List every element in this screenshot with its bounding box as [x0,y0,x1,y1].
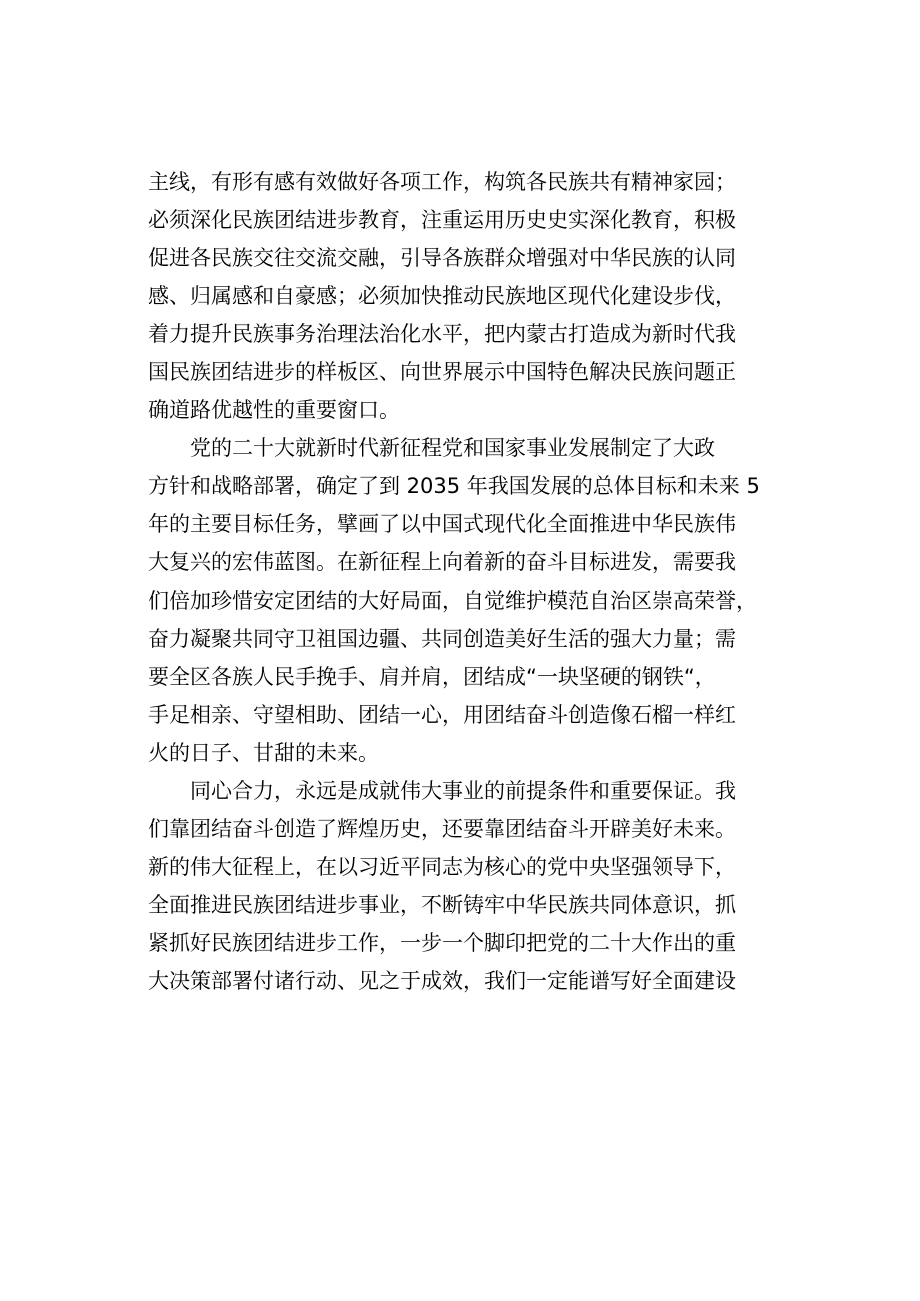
text-line: 们靠团结奋斗创造了辉煌历史，还要靠团结奋斗开辟美好未来。 [148,816,736,841]
text-line: 确道路优越性的重要窗口。 [148,398,400,423]
text-line: 感、归属感和自豪感；必须加快推动民族地区现代化建设步伐， [148,284,736,309]
text-line: 们倍加珍惜安定团结的大好局面，自觉维护模范自治区崇高荣誉， [148,588,757,613]
text-line: 必须深化民族团结进步教育，注重运用历史史实深化教育，积极 [148,208,736,233]
text-line: 方针和战略部署，确定了到 2035 年我国发展的总体目标和未来 5 [148,474,760,499]
body-text [148,163,808,1000]
paragraph [148,429,808,771]
paragraph [148,163,808,429]
text-line: 党的二十大就新时代新征程党和国家事业发展制定了大政 [190,436,715,461]
text-line: 促进各民族交往交流交融，引导各族群众增强对中华民族的认同 [148,246,736,271]
text-line: 要全区各族人民手挽手、肩并肩，团结成“一块坚硬的钢铁“， [148,664,716,689]
text-line: 大复兴的宏伟蓝图。在新征程上向着新的奋斗目标进发，需要我 [148,550,736,575]
text-line: 奋力凝聚共同守卫祖国边疆、共同创造美好生活的强大力量；需 [148,626,736,651]
text-line: 大决策部署付诸行动、见之于成效，我们一定能谱写好全面建设 [148,968,736,993]
text-line: 同心合力，永远是成就伟大事业的前提条件和重要保证。我 [190,778,736,803]
paragraph [148,772,808,1000]
text-line: 年的主要目标任务，擘画了以中国式现代化全面推进中华民族伟 [148,512,736,537]
text-line: 紧抓好民族团结进步工作，一步一个脚印把党的二十大作出的重 [148,930,736,955]
text-line: 着力提升民族事务治理法治化水平，把内蒙古打造成为新时代我 [148,322,736,347]
text-line: 主线，有形有感有效做好各项工作，构筑各民族共有精神家园； [148,170,736,194]
text-line: 新的伟大征程上，在以习近平同志为核心的党中央坚强领导下， [148,854,736,879]
text-line: 手足相亲、守望相助、团结一心，用团结奋斗创造像石榴一样红 [148,702,736,727]
text-line: 国民族团结进步的样板区、向世界展示中国特色解决民族问题正 [148,360,736,385]
text-line: 火的日子、甘甜的未来。 [148,740,379,765]
text-line: 全面推进民族团结进步事业，不断铸牢中华民族共同体意识，抓 [148,892,736,917]
